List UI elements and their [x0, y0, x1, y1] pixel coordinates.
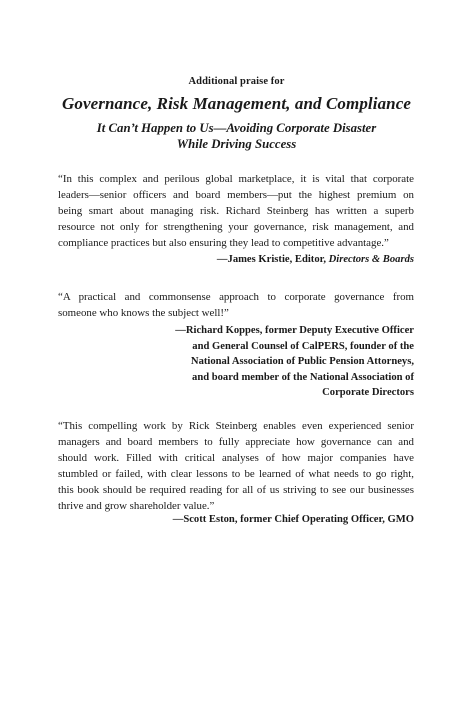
- quote-line: “A practical and commonsense approach to corporate governance from: [58, 291, 414, 303]
- attribution-line: —James Kristie, Editor, Directors & Boards: [216, 254, 414, 265]
- quote-line: managers and board members to fully appreciate how governance can and: [58, 435, 414, 448]
- book-title: Governance, Risk Management, and Compliance: [61, 94, 412, 113]
- attribution-line: —Richard Koppes, former Deputy Executive Officer: [175, 325, 414, 336]
- testimonial-quote: [58, 290, 414, 322]
- praise-intro: Additional praise for: [188, 76, 285, 87]
- quote-line: this book should be required reading for all of us striving to see our businesses: [58, 483, 414, 496]
- attribution-line: and board member of the National Association of: [192, 371, 414, 383]
- quote-line: thrive and grow shareholder value.”: [58, 499, 215, 512]
- book-subtitle: [0, 121, 473, 152]
- testimonial-attribution: [217, 252, 414, 268]
- quote-line: stumbled or failed, with clear lessons to be learned of what needs to go right,: [58, 467, 414, 480]
- quote-line: compliance practices but also ensuring they lead to competitive advantage.”: [58, 236, 389, 249]
- subtitle-line: While Driving Success: [176, 136, 297, 151]
- quote-line: being smart about managing risk. Richard Steinberg has written a superb: [58, 204, 414, 217]
- quote-line: should work. Filled with critical analyses of how major companies have: [58, 451, 414, 464]
- testimonial-quote: [58, 419, 414, 514]
- quote-line: “In this complex and perilous global marketplace, it is vital that corporate: [58, 173, 414, 185]
- quote-line: “This compelling work by Rick Steinberg enables even experienced senior: [58, 420, 414, 432]
- quote-line: leaders—senior officers and board members—put the highest premium on: [58, 188, 414, 201]
- attribution-line: National Association of Public Pension Attorneys,: [190, 356, 414, 368]
- quote-line: resource not only for strengthening your governance, risk management, and: [58, 220, 414, 233]
- testimonial-quote: [58, 172, 414, 252]
- subtitle-line: It Can’t Happen to Us—Avoiding Corporate Disaster: [96, 121, 377, 135]
- testimonial-attribution: [173, 512, 414, 528]
- attribution-line: —Scott Eston, former Chief Operating Officer, GMO: [172, 514, 414, 525]
- quote-line: someone who knows the subject well!”: [58, 306, 229, 319]
- testimonial-attribution: [175, 323, 414, 401]
- attribution-line: and General Counsel of CalPERS, founder of the: [192, 340, 414, 352]
- publication-name: Directors & Boards: [328, 254, 414, 265]
- attribution-line: Corporate Directors: [322, 387, 414, 399]
